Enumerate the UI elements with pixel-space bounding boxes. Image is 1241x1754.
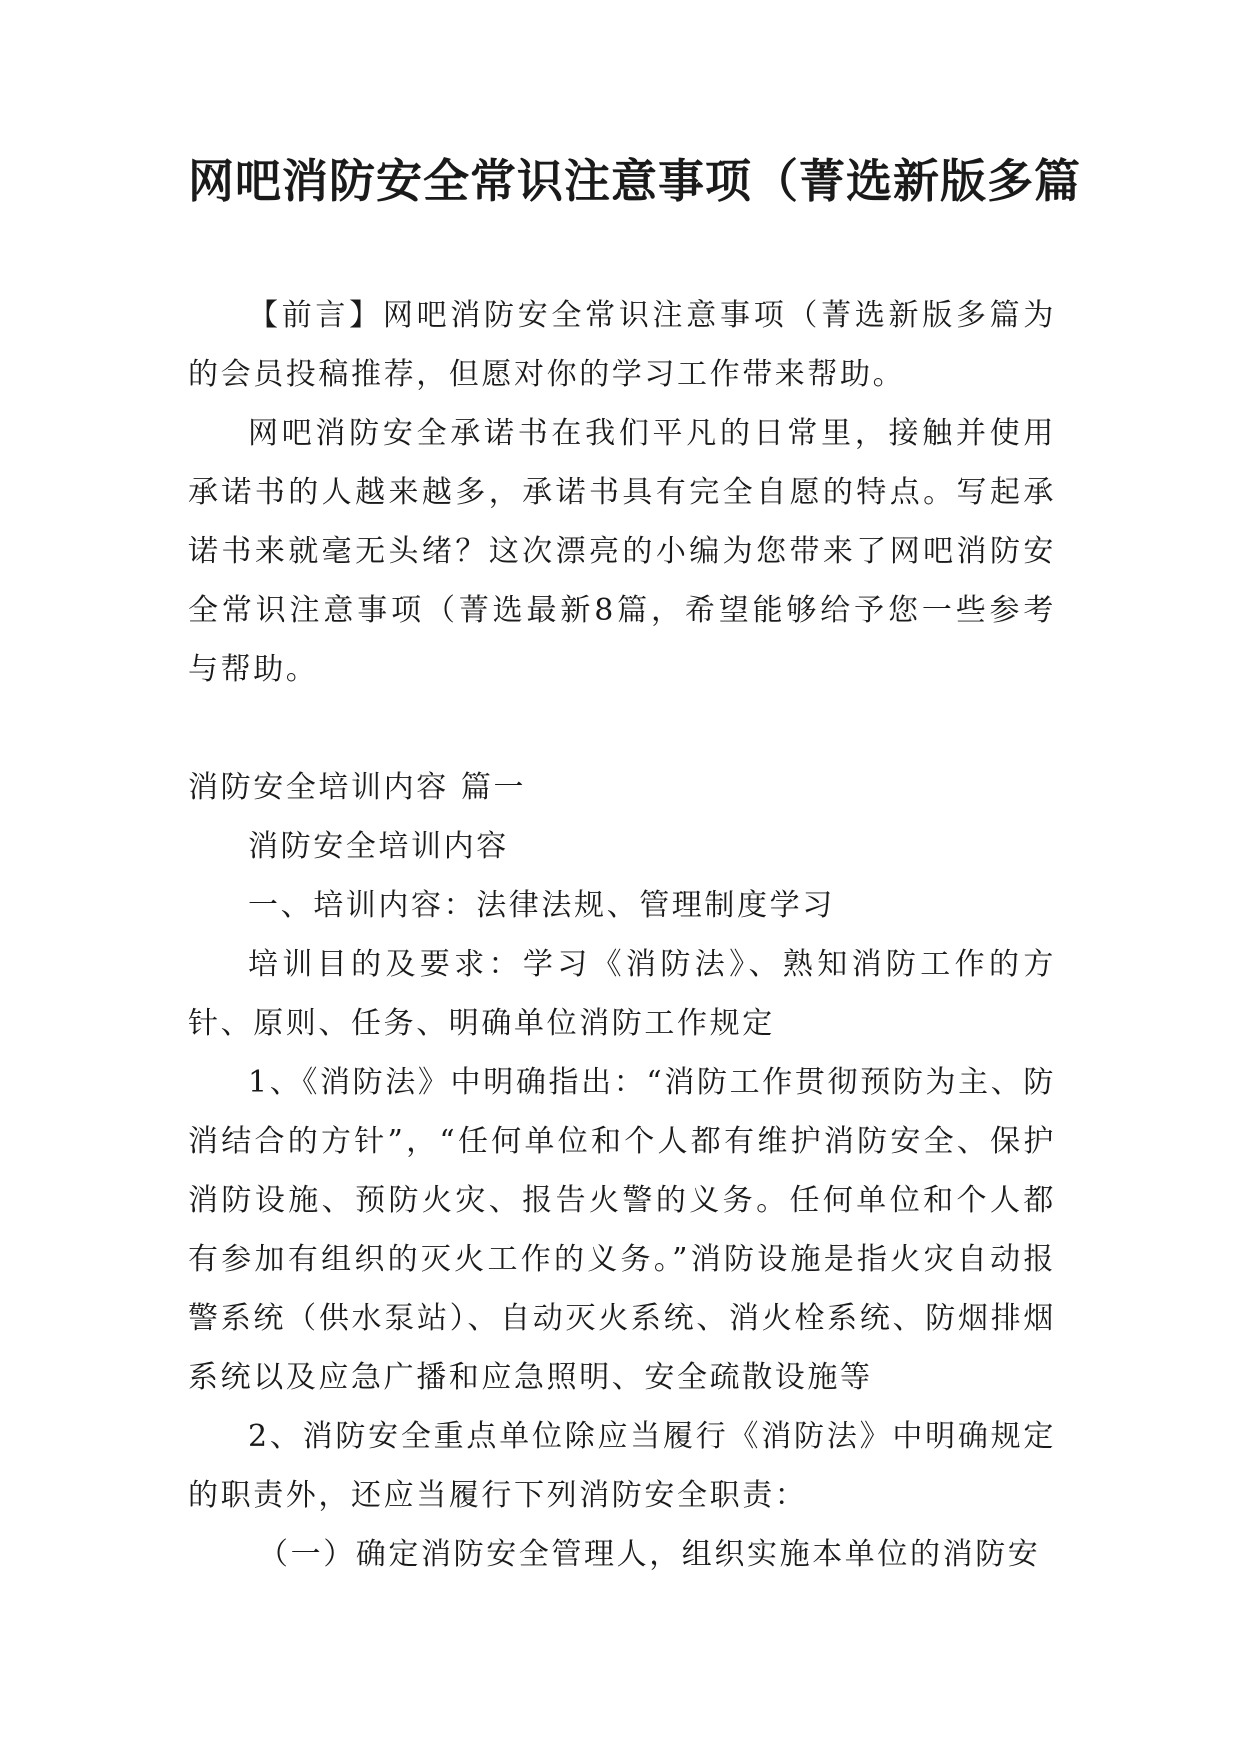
training-goal-paragraph: 培训目的及要求：学习《消防法》、熟知消防工作的方针、原则、任务、明确单位消防工作规定 [188, 947, 1056, 1041]
document-body [188, 286, 1056, 1584]
law-point-2-paragraph: 2、消防安全重点单位除应当履行《消防法》中明确规定的职责外，还应当履行下列消防安全职责： [188, 1419, 1056, 1513]
section-heading: 消防安全培训内容 篇一 [188, 770, 527, 805]
training-item-heading: 一、培训内容：法律法规、管理制度学习 [248, 888, 835, 923]
preface-paragraph: 【前言】网吧消防安全常识注意事项（菁选新版多篇为的会员投稿推荐，但愿对你的学习工作带来帮助。 [188, 298, 1056, 392]
document-title: 网吧消防安全常识注意事项（菁选新版多篇 [188, 154, 1081, 208]
law-point-1-paragraph: 1、《消防法》中明确指出：“消防工作贯彻预防为主、防消结合的方针”，“任何单位和个人都有维护消防安全、保护消防设施、预防火灾、报告火警的义务。任何单位和个人都有参加有组织的灭火工作的义务。”消防设施是指火灾自动报警系统（供水泵站）、自动灭火系统、消火栓系统、防烟排烟系统以及应急广播和应急照明、安全疏散设施等 [188, 1065, 1056, 1395]
duty-item-1-paragraph: （一）确定消防安全管理人，组织实施本单位的消防安 [258, 1537, 1041, 1572]
intro-paragraph: 网吧消防安全承诺书在我们平凡的日常里，接触并使用承诺书的人越来越多，承诺书具有完全自愿的特点。写起承诺书来就毫无头绪？这次漂亮的小编为您带来了网吧消防安全常识注意事项（菁选最新8篇，希望能够给予您一些参考与帮助。 [188, 416, 1056, 687]
section-subtitle: 消防安全培训内容 [248, 829, 509, 864]
